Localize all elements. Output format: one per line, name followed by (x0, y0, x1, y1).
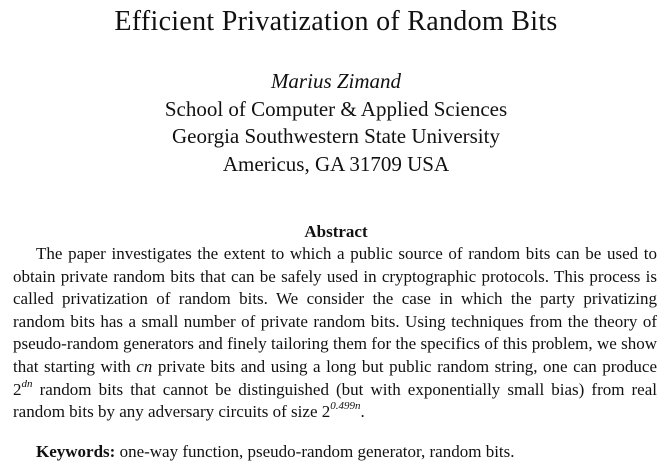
abstract-text-4: . (360, 402, 365, 422)
math-exponent-size: 0.499n (330, 400, 361, 413)
author-address: Americus, GA 31709 USA (222, 151, 450, 176)
abstract-heading: Abstract (304, 222, 368, 241)
math-cn: cn (136, 356, 153, 376)
abstract-text-3: random bits that cannot be distinguished (but with exponentially small bias) from real random bits by any adversary circuits of size 2 (13, 379, 657, 422)
math-exponent-dn: dn (21, 377, 33, 390)
abstract-text-2: private bits and using a long but public random string, one can produce 2 (13, 356, 657, 399)
affiliation-university: Georgia Southwestern State University (172, 124, 500, 148)
abstract-body (13, 243, 657, 424)
author-name: Marius Zimand (270, 69, 402, 93)
keywords-line (36, 441, 656, 463)
affiliation-school: School of Computer & Applied Sciences (164, 96, 508, 121)
keywords-text: one-way function, pseudo-random generator, random bits. (115, 442, 515, 461)
author-block (0, 68, 672, 178)
abstract-text-1: The paper investigates the extent to which a public source of random bits can be used to obtain private random bits that can be safely used in cryptographic protocols. This process is called privatization of random bits. We consider the case in which the party privatizing random bits has a small number of private random bits. Using techniques from the theory of pseudo-random generators and finely tailoring them for the specifics of this problem, we show that starting with (13, 244, 657, 376)
keywords-label: Keywords: (36, 442, 116, 461)
paper-title: Efficient Privatization of Random Bits (114, 6, 558, 37)
